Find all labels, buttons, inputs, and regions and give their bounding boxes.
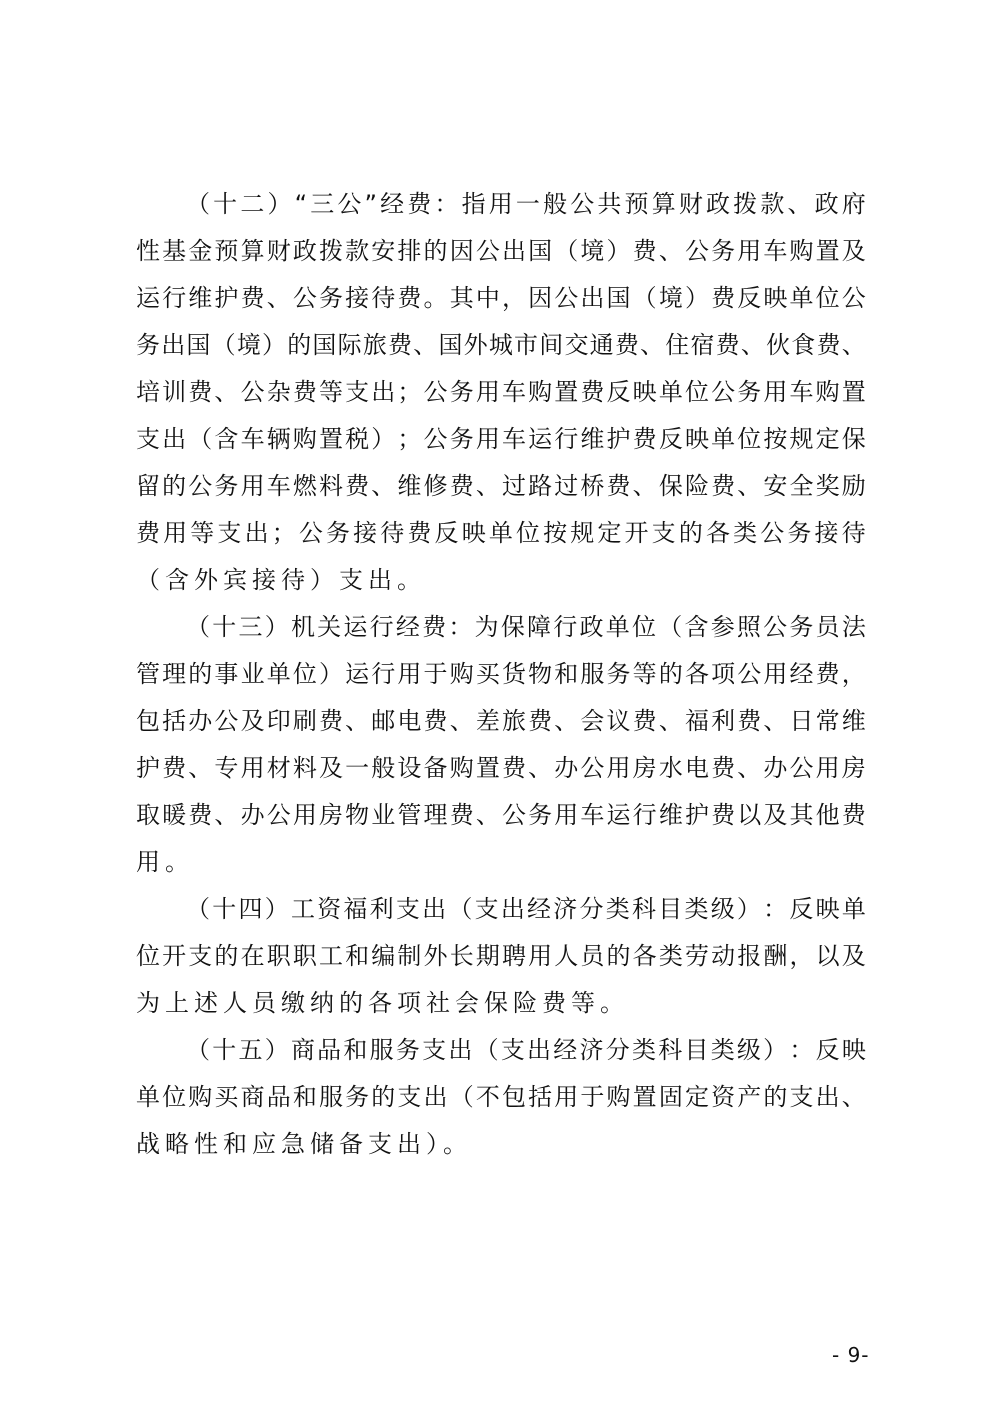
text-line: （ 十 二 ） “ 三 公 ” 经 费 ： 指 用 一 般 公 共 预 算 财 政 拨 款 、 政 府 <box>186 190 866 218</box>
text-line: 护 费 、 专 用 材 料 及 一 般 设 备 购 置 费 、 办 公 用 房 水 电 费 、 办 公 用 房 <box>136 754 866 782</box>
paragraph <box>136 181 866 604</box>
text-line: 管 理 的 事 业 单 位 ） 运 行 用 于 购 买 货 物 和 服 务 等 的 各 项 公 用 经 费 ， <box>136 660 866 688</box>
text-line: 战略性和应急储备支出）。 <box>136 1130 472 1158</box>
text-line: 为上述人员缴纳的各项社会保险费等。 <box>136 989 629 1017</box>
text-line: 培 训 费 、 公 杂 费 等 支 出 ； 公 务 用 车 购 置 费 反 映 单 位 公 务 用 车 购 置 <box>136 378 866 406</box>
text-line: （ 十 四 ） 工 资 福 利 支 出 （ 支 出 经 济 分 类 科 目 类 级 ） ： 反 映 单 <box>186 895 866 923</box>
text-line: 性 基 金 预 算 财 政 拨 款 安 排 的 因 公 出 国 （ 境 ） 费 、 公 务 用 车 购 置 及 <box>136 237 866 265</box>
document-body <box>136 181 866 1168</box>
text-line: （ 十 五 ） 商 品 和 服 务 支 出 （ 支 出 经 济 分 类 科 目 类 级 ） ： 反 映 <box>186 1036 866 1064</box>
text-line: （ 十 三 ） 机 关 运 行 经 费 ： 为 保 障 行 政 单 位 （ 含 参 照 公 务 员 法 <box>186 613 866 641</box>
page-number: - 9- <box>832 1343 870 1367</box>
text-line: 包 括 办 公 及 印 刷 费 、 邮 电 费 、 差 旅 费 、 会 议 费 、 福 利 费 、 日 常 维 <box>136 707 866 735</box>
text-line: 位 开 支 的 在 职 职 工 和 编 制 外 长 期 聘 用 人 员 的 各 类 劳 动 报 酬 ， 以 及 <box>136 942 866 970</box>
paragraph <box>136 1027 866 1168</box>
text-line: 运 行 维 护 费 、 公 务 接 待 费 。 其 中 ， 因 公 出 国 （ 境 ） 费 反 映 单 位 公 <box>136 284 866 312</box>
text-line: 务 出 国 （ 境 ） 的 国 际 旅 费 、 国 外 城 市 间 交 通 费 、 住 宿 费 、 伙 食 费 、 <box>136 331 866 359</box>
text-line: 单 位 购 买 商 品 和 服 务 的 支 出 （ 不 包 括 用 于 购 置 固 定 资 产 的 支 出 、 <box>136 1083 866 1111</box>
text-line: 用。 <box>136 848 194 876</box>
paragraph <box>136 886 866 1027</box>
text-line: （含外宾接待）支出。 <box>136 566 426 594</box>
text-line: 取 暖 费 、 办 公 用 房 物 业 管 理 费 、 公 务 用 车 运 行 维 护 费 以 及 其 他 费 <box>136 801 866 829</box>
text-line: 费 用 等 支 出 ； 公 务 接 待 费 反 映 单 位 按 规 定 开 支 的 各 类 公 务 接 待 <box>136 519 866 547</box>
text-line: 支 出 （ 含 车 辆 购 置 税 ） ； 公 务 用 车 运 行 维 护 费 反 映 单 位 按 规 定 保 <box>136 425 866 453</box>
paragraph <box>136 604 866 886</box>
text-line: 留 的 公 务 用 车 燃 料 费 、 维 修 费 、 过 路 过 桥 费 、 保 险 费 、 安 全 奖 励 <box>136 472 866 500</box>
